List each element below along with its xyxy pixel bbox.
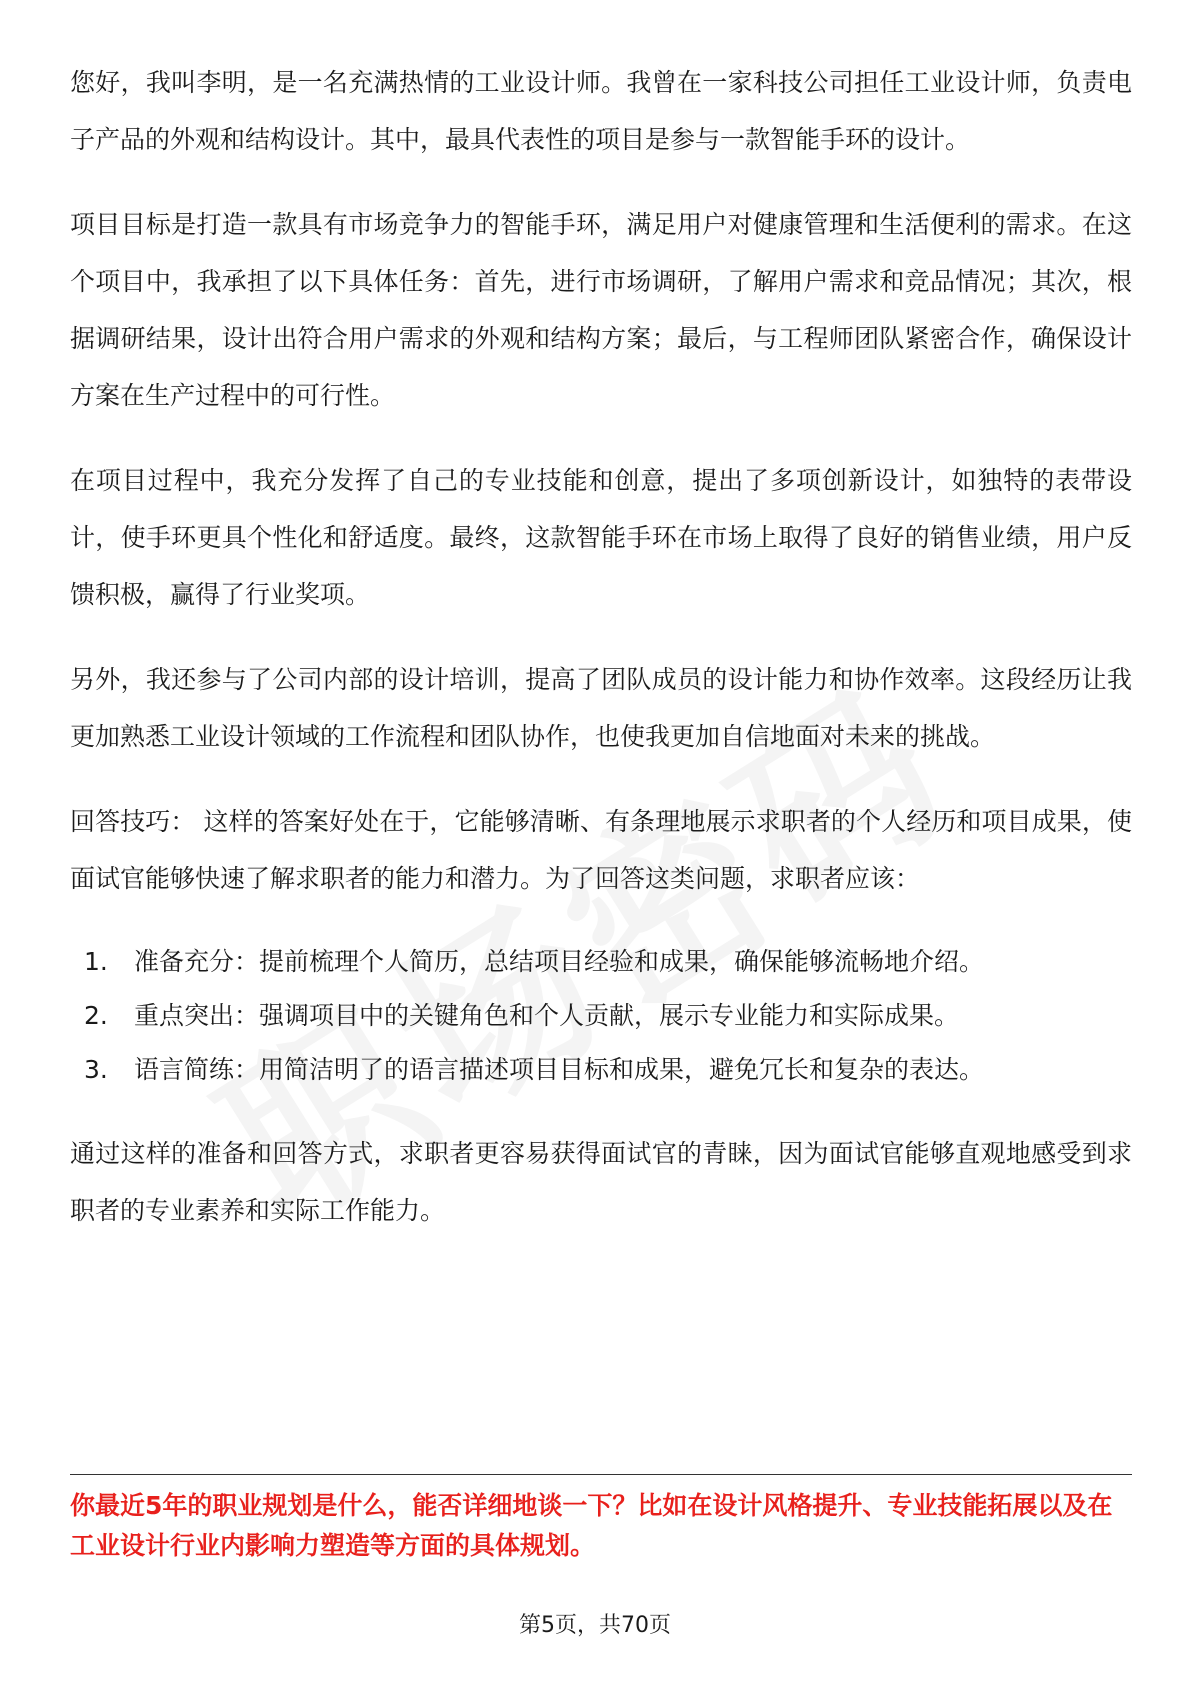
- tips-list: [70, 935, 1132, 1097]
- list-item: [70, 1043, 1132, 1097]
- document-body: [70, 54, 1132, 1267]
- project-goal-paragraph: 项目目标是打造一款具有市场竞争力的智能手环，满足用户对健康管理和生活便利的需求。在这个项目中，我承担了以下具体任务：首先，进行市场调研，了解用户需求和竞品情况；其次，根据调研结果，设计出符合用户需求的外观和结构方案；最后，与工程师团队紧密合作，确保设计方案在生产过程中的可行性。: [70, 210, 1132, 410]
- page-number: 第5页，共70页: [519, 1613, 671, 1638]
- list-item: [70, 935, 1132, 989]
- project-process-paragraph: 在项目过程中，我充分发挥了自己的专业技能和创意，提出了多项创新设计，如独特的表带设计，使手环更具个性化和舒适度。最终，这款智能手环在市场上取得了良好的销售业绩，用户反馈积极，赢得了行业奖项。: [70, 466, 1132, 609]
- list-item-number: 3.: [84, 1055, 108, 1084]
- next-question-heading: 你最近5年的职业规划是什么，能否详细地谈一下？比如在设计风格提升、专业技能拓展以及在工业设计行业内影响力塑造等方面的具体规划。: [70, 1491, 1113, 1560]
- list-item-text: 语言简练：用简洁明了的语言描述项目目标和成果，避免冗长和复杂的表达。: [134, 1055, 985, 1084]
- conclusion-paragraph: 通过这样的准备和回答方式，求职者更容易获得面试官的青睐，因为面试官能够直观地感受到求职者的专业素养和实际工作能力。: [70, 1139, 1132, 1225]
- answer-tips-paragraph: 回答技巧： 这样的答案好处在于，它能够清晰、有条理地展示求职者的个人经历和项目成果，使面试官能够快速了解求职者的能力和潜力。为了回答这类问题，求职者应该：: [70, 807, 1132, 893]
- training-paragraph: 另外，我还参与了公司内部的设计培训，提高了团队成员的设计能力和协作效率。这段经历让我更加熟悉工业设计领域的工作流程和团队协作，也使我更加自信地面对未来的挑战。: [70, 665, 1132, 751]
- list-item-text: 准备充分：提前梳理个人简历，总结项目经验和成果，确保能够流畅地介绍。: [134, 947, 985, 976]
- list-item: [70, 989, 1132, 1043]
- list-item-number: 1.: [84, 947, 108, 976]
- intro-paragraph: 您好，我叫李明，是一名充满热情的工业设计师。我曾在一家科技公司担任工业设计师，负责电子产品的外观和结构设计。其中，最具代表性的项目是参与一款智能手环的设计。: [70, 68, 1132, 154]
- list-item-text: 重点突出：强调项目中的关键角色和个人贡献，展示专业能力和实际成果。: [134, 1001, 960, 1030]
- list-item-number: 2.: [84, 1001, 108, 1030]
- section-divider: [70, 1474, 1132, 1475]
